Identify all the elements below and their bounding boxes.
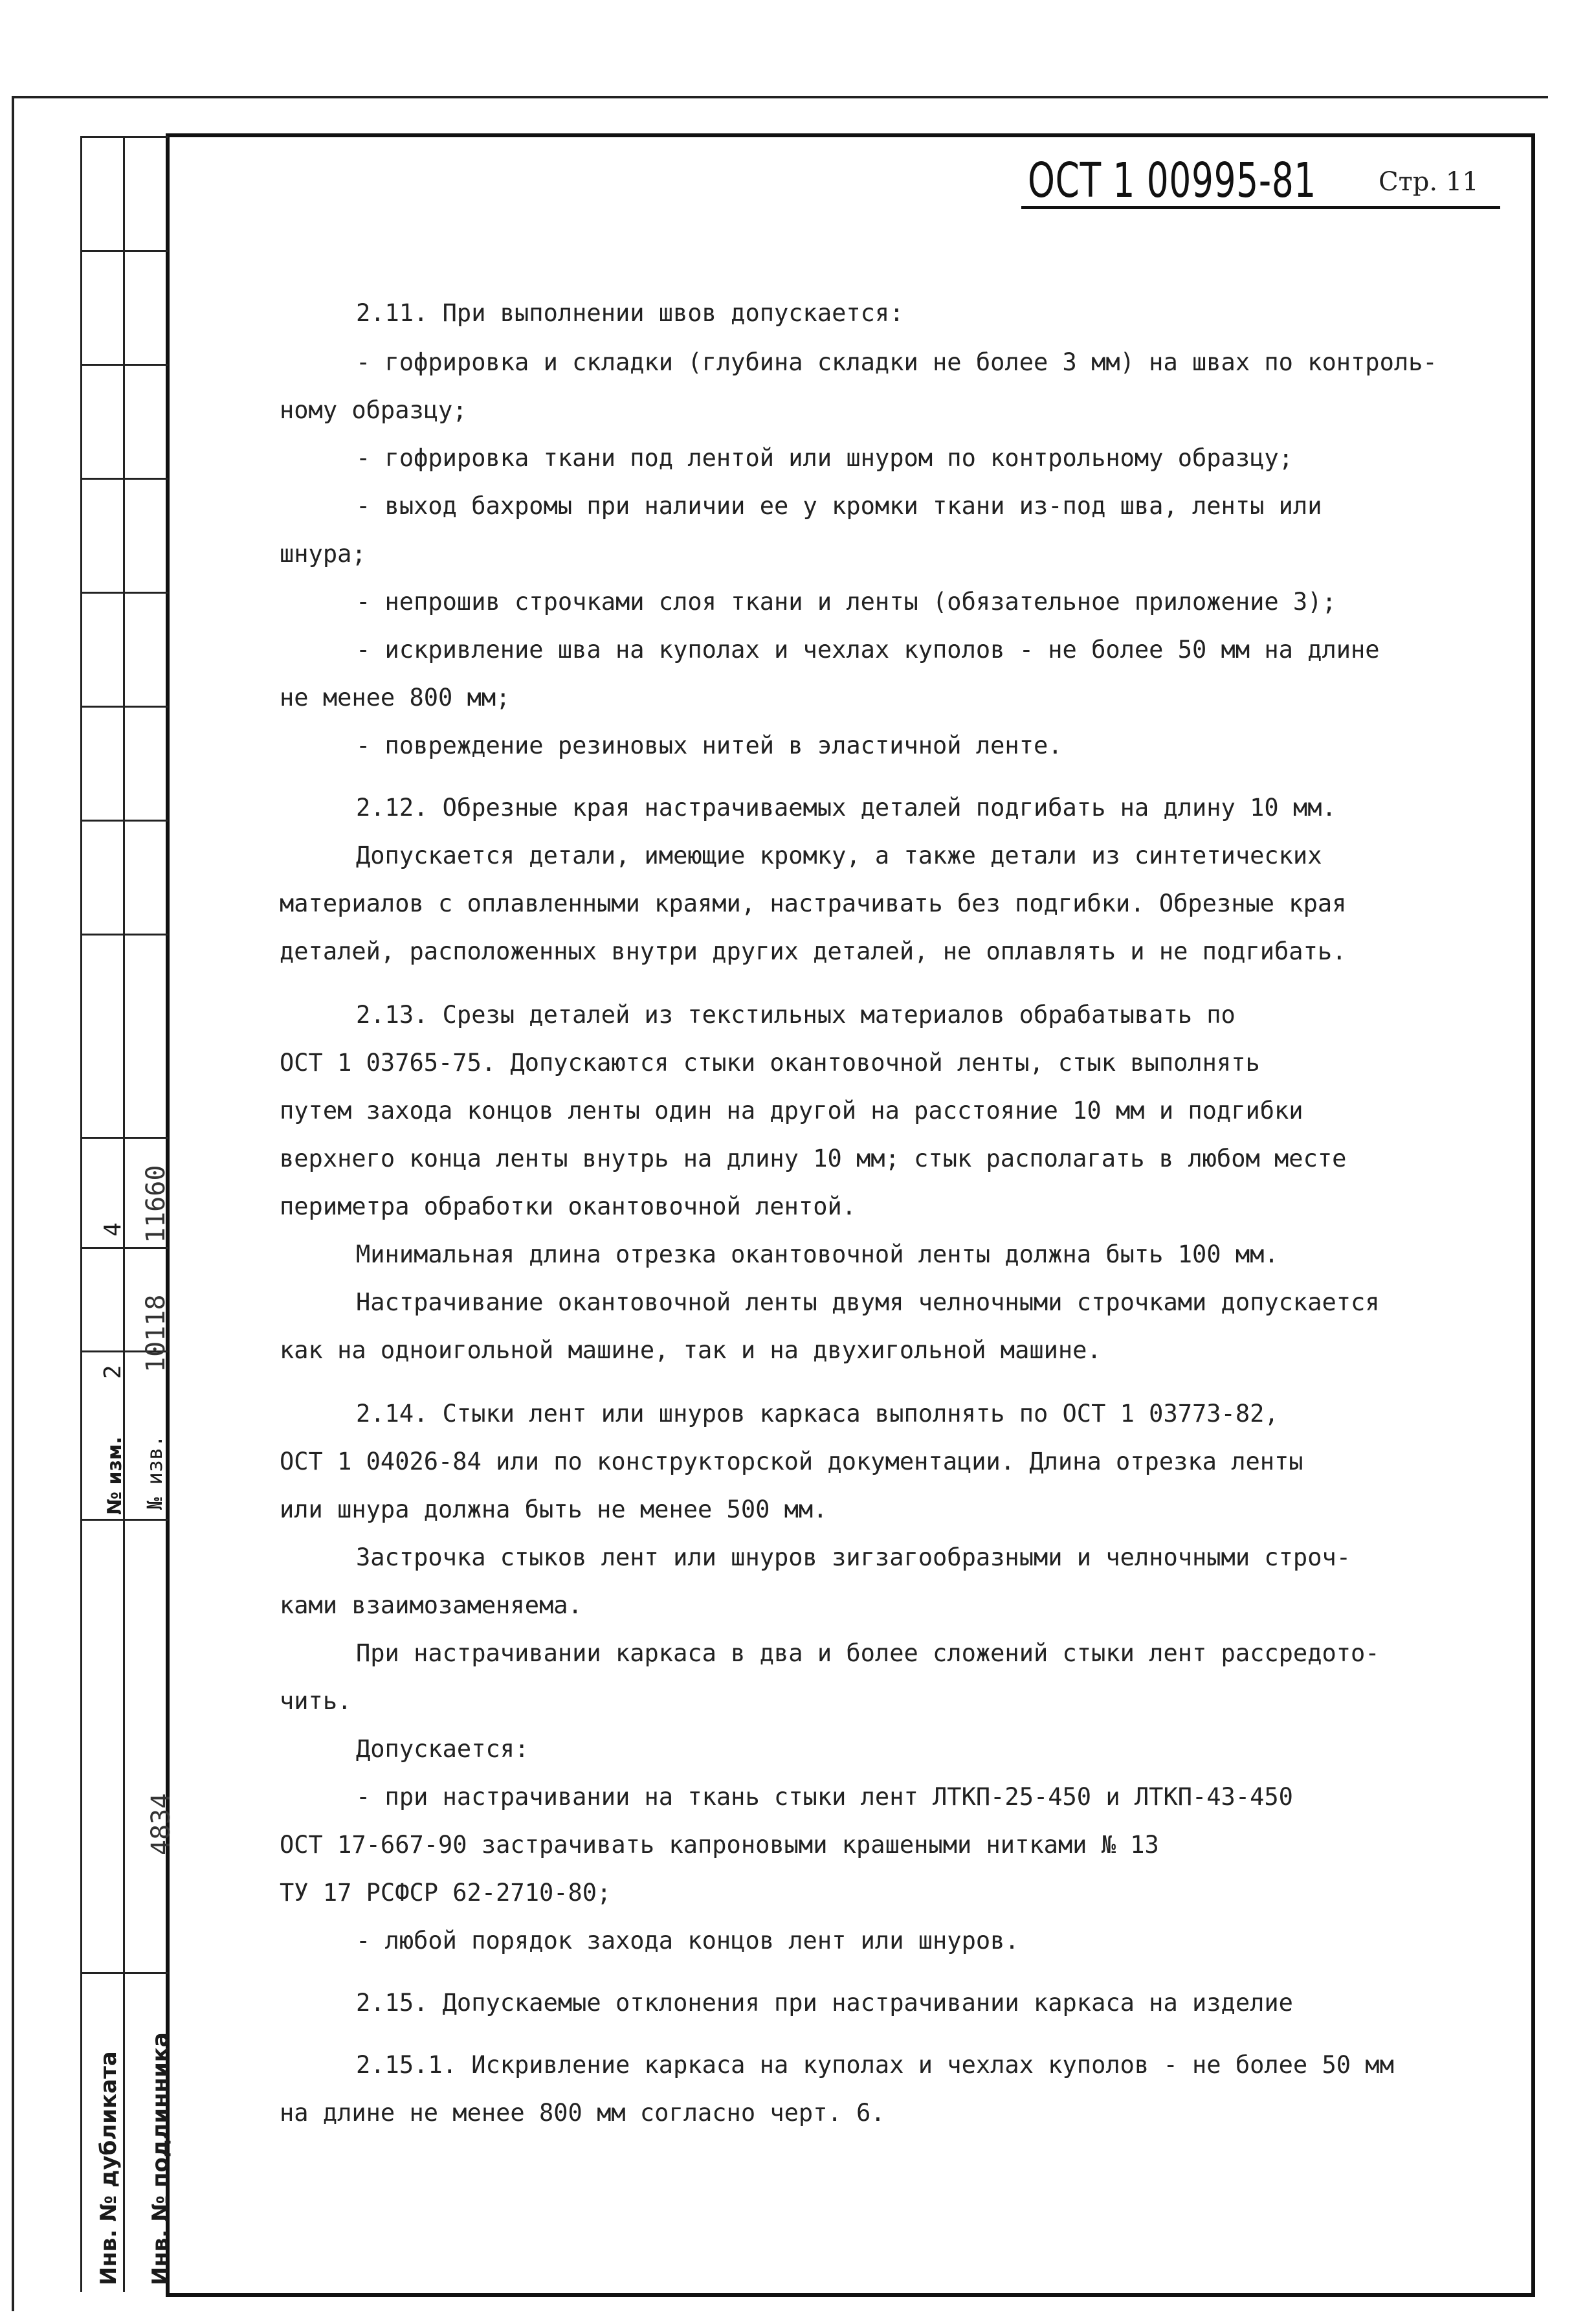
- izv-value-10118: 10118: [141, 1294, 171, 1372]
- text-line: - непрошив строчками слоя ткани и ленты (обязательное приложение 3);: [356, 588, 1336, 616]
- text-line: - выход бахромы при наличии ее у кромки ткани из-под шва, ленты или: [356, 492, 1322, 520]
- text-line: - любой порядок захода концов лент или шнуров.: [356, 1927, 1019, 1955]
- stamp-line: [80, 706, 168, 708]
- izm-value-1: 2: [100, 1365, 126, 1379]
- stamp-line: [80, 478, 168, 480]
- text-line: материалов с оплавленными краями, настрачивать без подгибки. Обрезные края: [280, 890, 1347, 917]
- stamp-line: [80, 1972, 168, 1974]
- izv-value-11660: 11660: [141, 1165, 171, 1243]
- text-line: деталей, расположенных внутри других деталей, не оплавлять и не подгибать.: [280, 937, 1347, 965]
- text-line: 2.14. Стыки лент или шнуров каркаса выполнять по ОСТ 1 03773-82,: [356, 1400, 1279, 1428]
- text-line: или шнура должна быть не менее 500 мм.: [280, 1496, 828, 1523]
- text-line: верхнего конца ленты внутрь на длину 10 мм; стык располагать в любом месте: [280, 1145, 1347, 1172]
- inv-podlinnika-label: Инв. № подлинника: [148, 2032, 173, 2285]
- inv-dublikata-label: Инв. № дубликата: [96, 2051, 122, 2285]
- inv-podlinnika-value: 4834: [146, 1793, 176, 1855]
- text-line: Настрачивание окантовочной ленты двумя челночными строчками допускается: [356, 1288, 1380, 1316]
- text-line: ному образцу;: [280, 396, 467, 424]
- stamp-line: [123, 136, 125, 2292]
- header-underline: [1021, 206, 1500, 209]
- text-line: - повреждение резиновых нитей в эластичной ленте.: [356, 732, 1063, 759]
- text-line: При настрачивании каркаса в два и более сложений стыки лент рассредото-: [356, 1639, 1380, 1667]
- text-line: на длине не менее 800 мм согласно черт. 6.: [280, 2099, 885, 2127]
- stamp-line: [80, 250, 168, 252]
- text-line: - при настрачивании на ткань стыки лент ЛТКП-25-450 и ЛТКП-43-450: [356, 1783, 1293, 1811]
- stamp-line: [80, 592, 168, 594]
- document-number: ОСТ 1 00995-81: [1028, 153, 1317, 208]
- text-line: как на одноигольной машине, так и на двухигольной машине.: [280, 1336, 1102, 1364]
- text-line: путем захода концов ленты один на другой на расстояние 10 мм и подгибки: [280, 1097, 1303, 1125]
- stamp-line: [80, 1137, 168, 1139]
- text-line: ОСТ 17-667-90 застрачивать капроновыми крашеными нитками № 13: [280, 1831, 1159, 1859]
- text-line: ОСТ 1 03765-75. Допускаются стыки окантовочной ленты, стык выполнять: [280, 1049, 1260, 1077]
- text-line: 2.15. Допускаемые отклонения при настрачивании каркаса на изделие: [356, 1989, 1293, 2017]
- text-line: 2.11. При выполнении швов допускается:: [356, 299, 904, 327]
- text-line: 2.13. Срезы деталей из текстильных материалов обрабатывать по: [356, 1001, 1236, 1029]
- text-line: Застрочка стыков лент или шнуров зигзагообразными и челночными строч-: [356, 1543, 1351, 1571]
- izm-label: № изм.: [104, 1437, 126, 1515]
- stamp-line: [80, 934, 168, 935]
- text-line: 2.12. Обрезные края настрачиваемых деталей подгибать на длину 10 мм.: [356, 794, 1336, 822]
- text-line: - гофрировка и складки (глубина складки не более 3 мм) на швах по контроль-: [356, 348, 1437, 376]
- text-line: ТУ 17 РСФСР 62-2710-80;: [280, 1879, 612, 1907]
- text-line: ками взаимозаменяема.: [280, 1591, 582, 1619]
- text-line: шнура;: [280, 540, 366, 568]
- text-line: 2.15.1. Искривление каркаса на куполах и чехлах куполов - не более 50 мм: [356, 2051, 1394, 2079]
- page-number: Стр. 11: [1379, 167, 1479, 197]
- izv-label: № изв.: [142, 1435, 167, 1510]
- text-line: Допускается:: [356, 1735, 529, 1763]
- text-line: Минимальная длина отрезка окантовочной ленты должна быть 100 мм.: [356, 1240, 1279, 1268]
- text-line: не менее 800 мм;: [280, 684, 511, 711]
- stamp-line: [80, 1247, 168, 1249]
- stamp-line: [80, 364, 168, 366]
- text-line: - гофрировка ткани под лентой или шнуром по контрольному образцу;: [356, 444, 1293, 472]
- text-line: - искривление шва на куполах и чехлах куполов - не более 50 мм на длине: [356, 636, 1380, 664]
- text-line: периметра обработки окантовочной лентой.: [280, 1193, 857, 1220]
- text-line: чить.: [280, 1687, 352, 1715]
- stamp-line: [80, 136, 168, 138]
- stamp-line: [80, 1519, 168, 1521]
- izm-value-2: 4: [100, 1222, 126, 1237]
- stamp-line: [80, 820, 168, 822]
- stamp-line: [80, 136, 82, 2292]
- text-line: Допускается детали, имеющие кромку, а также детали из синтетических: [356, 842, 1322, 869]
- text-line: ОСТ 1 04026-84 или по конструкторской документации. Длина отрезка ленты: [280, 1448, 1303, 1475]
